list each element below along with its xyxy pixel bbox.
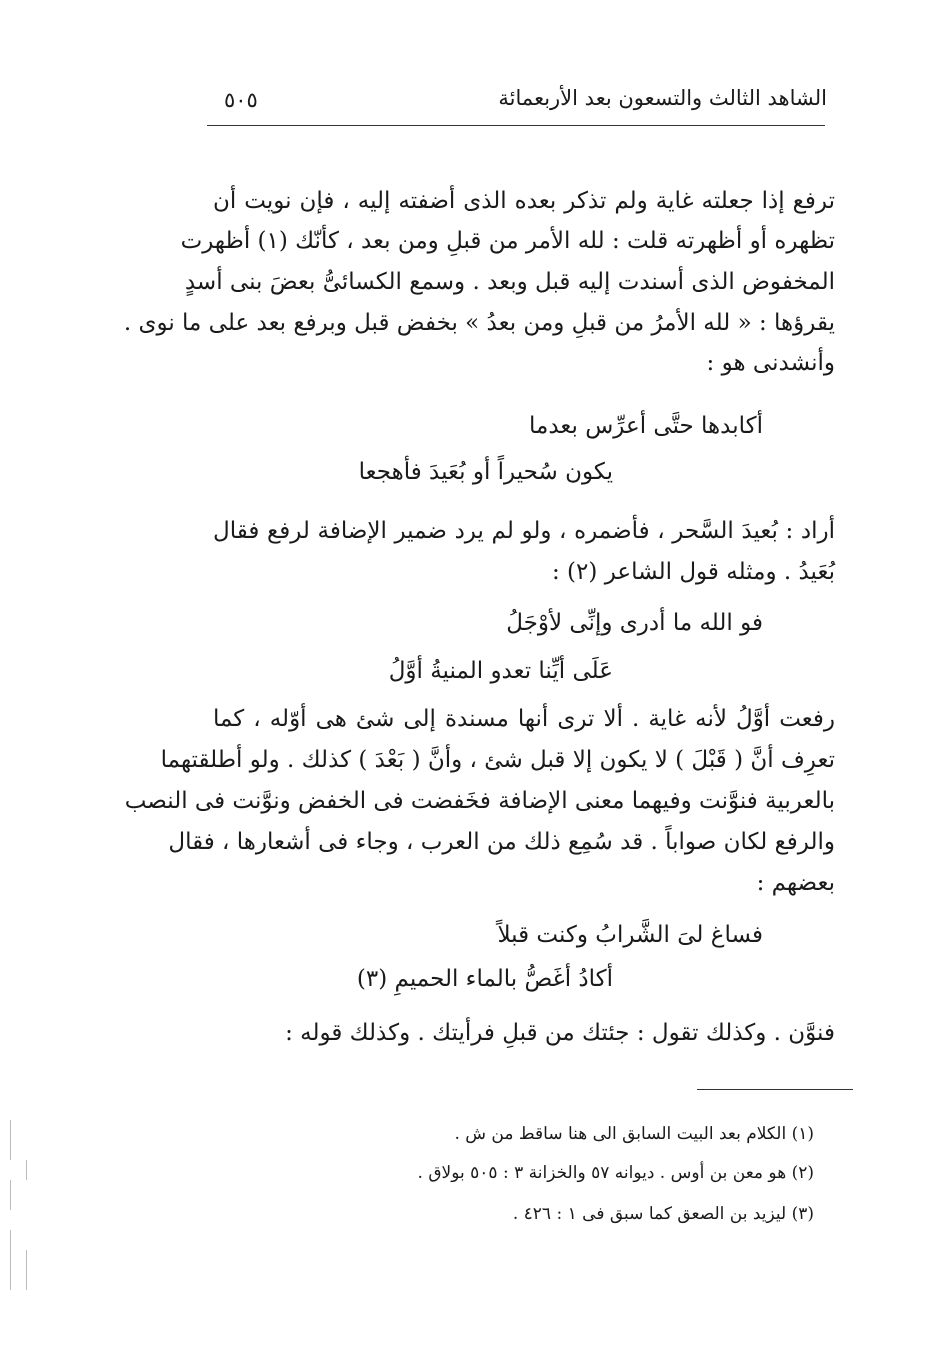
verse-hemistich: فساغ لىَ الشَّرابُ وكنت قبلاً [497, 922, 763, 948]
footnote: (٣) ليزيد بن الصعق كما سبق فى ١ : ٤٢٦ . [512, 1204, 814, 1224]
body-line: بالعربية فنوَّنت وفيهما معنى الإضافة فخَفضت فى الخفض ونوَّنت فى النصب [124, 788, 835, 814]
verse-hemistich: أكابدها حتَّى أعرِّس بعدما [529, 413, 763, 439]
verse-hemistich: فو الله ما أدرى وإنِّى لأوْجَلُ [506, 610, 763, 636]
body-line: يقرؤها : « لله الأمرُ من قبلِ ومن بعدُ » بخفض قبل وبرفع بعد على ما نوى . [123, 310, 835, 336]
body-line: ترفع إذا جعلته غاية ولم تذكر بعده الذى أضفته إليه ، فإن نويت أن [213, 188, 835, 214]
body-line: بعضهم : [756, 870, 835, 896]
verse-hemistich: عَلَى أيِّنا تعدو المنيةُ أوَّلُ [388, 658, 613, 684]
body-line: فنوَّن . وكذلك تقول : جئتك من قبلِ فرأيتك . وكذلك قوله : [285, 1020, 835, 1046]
body-line: رفعت أوَّلُ لأنه غاية . ألا ترى أنها مسندة إلى شئ هى أوّله ، كما [213, 706, 835, 732]
footnote: (٢) هو معن بن أوس . ديوانه ٥٧ والخزانة ٣ : ٥٠٥ بولاق . [417, 1163, 814, 1183]
body-line: أراد : بُعيدَ السَّحر ، فأضمره ، ولو لم يرد ضمير الإضافة لرفع فقال [213, 518, 835, 544]
verse-hemistich: يكون سُحيراً أو بُعَيدَ فأهجعا [358, 459, 613, 485]
body-line: بُعَيدُ . ومثله قول الشاعر (٢) : [552, 559, 835, 585]
body-line: والرفع لكان صواباً . قد سُمِع ذلك من العرب ، وجاء فى أشعارها ، فقال [168, 829, 835, 855]
scan-margin-marks [8, 1100, 38, 1350]
body-line: وأنشدنى هو : [706, 350, 835, 376]
verse-hemistich: أكادُ أغَصُّ بالماء الحميمِ (٣) [356, 966, 613, 992]
header-rule [207, 125, 825, 126]
page-number: ٥٠٥ [224, 88, 258, 112]
footnote: (١) الكلام بعد البيت السابق الى هنا ساقط من ش . [454, 1124, 814, 1144]
body-line: تعرِف أنَّ ( قَبْلَ ) لا يكون إلا قبل شئ ، وأنَّ ( بَعْدَ ) كذلك . ولو أطلقتهما [160, 747, 835, 773]
body-line: تظهره أو أظهرته قلت : لله الأمر من قبلِ ومن بعد ، كأنّك (١) أظهرت [180, 228, 835, 254]
running-header-title: الشاهد الثالث والتسعون بعد الأربعمائة [498, 86, 827, 110]
footnote-rule [697, 1089, 853, 1090]
body-line: المخفوض الذى أسندت إليه قبل وبعد . وسمع الكسائىُّ بعضَ بنى أسدٍ [184, 269, 835, 295]
